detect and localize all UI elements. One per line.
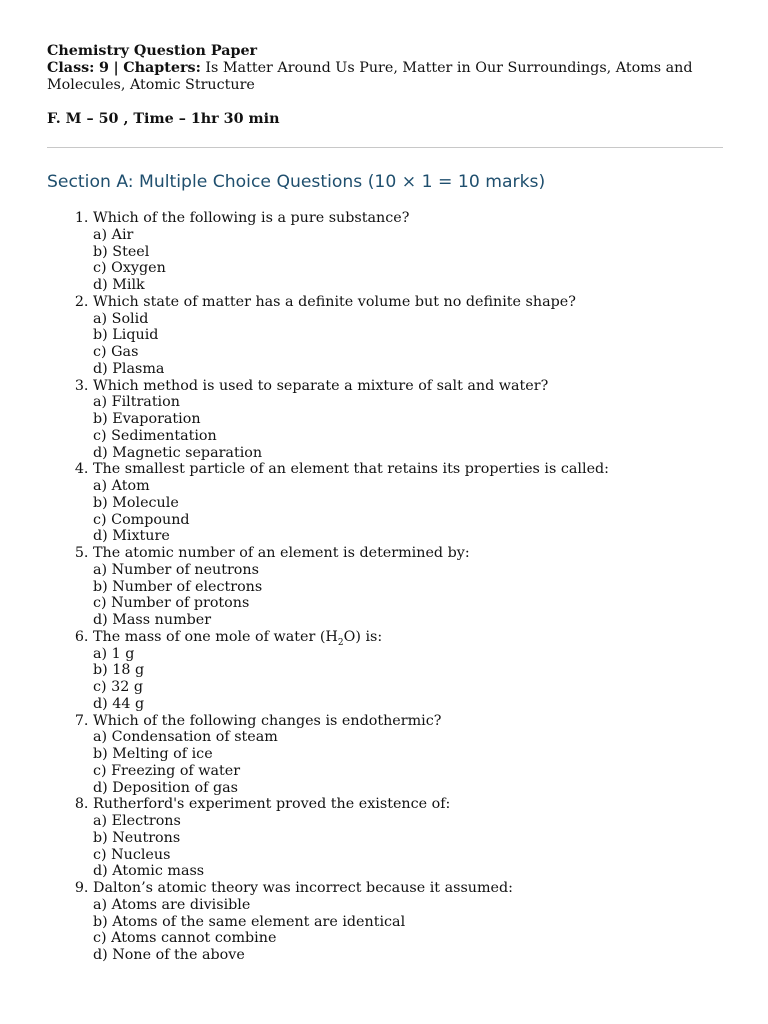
question-item [93, 378, 723, 462]
option: c) Sedimentation [93, 427, 217, 444]
option: b) Steel [93, 243, 150, 260]
option: b) Molecule [93, 494, 179, 511]
question-item [93, 210, 723, 294]
option: c) Freezing of water [93, 762, 241, 779]
question-text: 7. Which of the following changes is endothermic? [93, 712, 442, 729]
option: c) Oxygen [93, 260, 166, 277]
option: d) Deposition of gas [93, 779, 239, 796]
option: a) Filtration [93, 394, 180, 411]
option: b) Liquid [93, 327, 159, 344]
option: b) Evaporation [93, 411, 201, 427]
question-text-part: O) is: [343, 628, 383, 645]
option: d) Mixture [93, 528, 170, 545]
option: d) Milk [93, 277, 145, 293]
option: b) Neutrons [93, 829, 181, 846]
question-item [93, 880, 723, 964]
option: d) Mass number [93, 612, 212, 628]
question-text [93, 629, 723, 646]
question-text: 1. Which of the following is a pure substance? [93, 210, 410, 226]
option: c) 32 g [93, 679, 144, 695]
option: b) Melting of ice [93, 746, 213, 762]
separator: | [113, 60, 119, 76]
question-paper [47, 43, 723, 964]
option: a) Solid [93, 310, 149, 327]
question-list [47, 210, 723, 964]
question-item [93, 629, 723, 713]
option: d) 44 g [93, 695, 145, 712]
option: a) Condensation of steam [93, 729, 278, 746]
chapters-value: Is Matter Around Us Pure, Matter in Our Surroundings, Atoms and Molecules, Atomic Structure [47, 60, 693, 93]
class-value: 9 [99, 60, 109, 76]
full-marks-time: F. M – 50 , Time – 1hr 30 min [47, 111, 280, 127]
question-text: 2. Which state of matter has a definite volume but no definite shape? [93, 293, 576, 310]
divider [47, 147, 723, 148]
option: b) Atoms of the same element are identical [93, 913, 406, 930]
option: d) Magnetic separation [93, 444, 263, 461]
option: c) Atoms cannot combine [93, 930, 277, 947]
option: c) Compound [93, 511, 190, 528]
option: a) Atoms are divisible [93, 896, 251, 913]
question-text: 5. The atomic number of an element is determined by: [93, 545, 470, 561]
question-text: 3. Which method is used to separate a mixture of salt and water? [93, 377, 549, 394]
option: b) Number of electrons [93, 578, 263, 595]
option: d) Plasma [93, 360, 165, 377]
subscript: 2 [337, 637, 344, 648]
option: d) Atomic mass [93, 863, 205, 880]
question-item [93, 713, 723, 797]
option: a) Atom [93, 478, 150, 494]
paper-class-chapters [47, 60, 723, 94]
question-item [93, 294, 723, 378]
chapters-label: Chapters: [123, 60, 201, 76]
question-item [93, 461, 723, 545]
section-a-heading: Section A: Multiple Choice Questions (10 × 1 = 10 marks) [47, 172, 546, 192]
question-text: 4. The smallest particle of an element that retains its properties is called: [93, 461, 609, 478]
question-item [93, 545, 723, 629]
paper-title: Chemistry Question Paper [47, 43, 258, 59]
question-text: 9. Dalton’s atomic theory was incorrect because it assumed: [93, 880, 513, 896]
option: a) 1 g [93, 645, 135, 662]
question-text: 8. Rutherford's experiment proved the existence of: [93, 796, 451, 813]
option: a) Electrons [93, 813, 181, 829]
option: a) Number of neutrons [93, 561, 259, 578]
question-item [93, 796, 723, 880]
option: c) Number of protons [93, 595, 250, 612]
class-label: Class: [47, 60, 95, 76]
option: c) Gas [93, 344, 139, 360]
option: a) Air [93, 226, 134, 243]
option: c) Nucleus [93, 846, 171, 863]
option: b) 18 g [93, 662, 145, 679]
option: d) None of the above [93, 947, 245, 963]
question-text-part: The mass of one mole of water (H [93, 628, 338, 645]
